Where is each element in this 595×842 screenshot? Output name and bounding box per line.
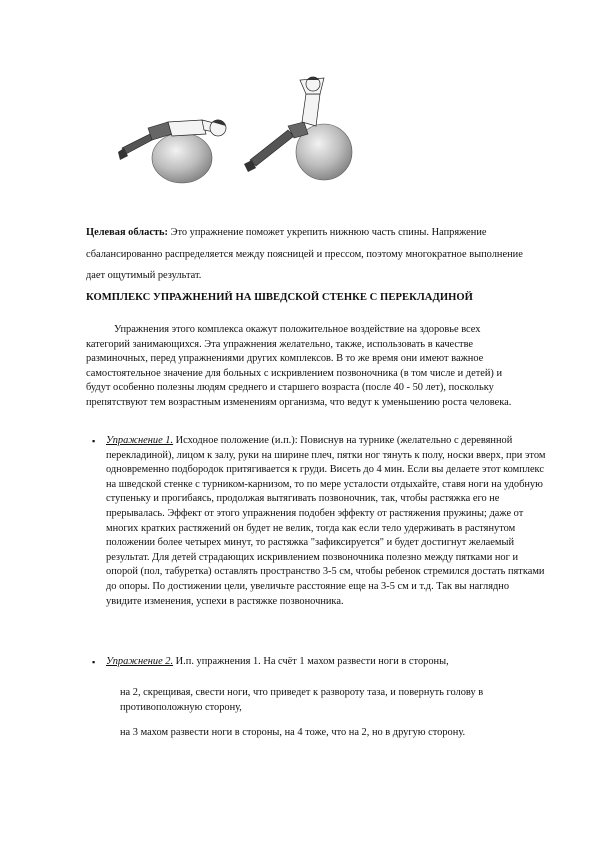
exercise-illustration <box>110 72 360 184</box>
exercise-2-text: И.п. упражнения 1. На счёт 1 махом развести ноги в стороны, <box>173 656 449 667</box>
intro-paragraph: Упражнения этого комплекса окажут положительное воздействие на здоровье всех категорий занимающихся. Эта упражнения желательно, также, использовать в качестве разминочных, перед упражнениями других комплексов. В то же время они имеют важное самостоятельное значение для больных с искривлением позвоночника (в том числе и детей) и будут особенно полезны людям среднего и старшего возраста (после 40 - 50 лет), поскольку препятствуют тем возрастным изменениям организма, что ведут к уменьшению роста человека. <box>86 324 512 408</box>
target-area-paragraph <box>86 222 526 287</box>
target-area-label: Целевая область: <box>86 227 168 238</box>
exercise-2-step-2: на 2, скрещивая, свести ноги, что приведет к развороту таза, и повернуть голову в противоположную сторону, <box>120 687 484 713</box>
exercise-1 <box>92 434 546 609</box>
exercise-2-step-3: на 3 махом развести ноги в стороны, на 4 тоже, что на 2, но в другую сторону. <box>120 727 466 738</box>
bullet-icon: ▪ <box>92 657 96 667</box>
figure-left <box>118 120 226 183</box>
figure-right <box>244 77 352 180</box>
bullet-icon: ▪ <box>92 436 96 446</box>
section-heading: КОМПЛЕКС УПРАЖНЕНИЙ НА ШВЕДСКОЙ СТЕНКЕ С ПЕРЕКЛАДИНОЙ <box>86 292 473 303</box>
exercise-2-label: Упражнение 2. <box>106 656 174 667</box>
target-area-text: Это упражнение поможет укрепить нижнюю часть спины. Напряжение сбалансированно распределяется между поясницей и прессом, поэтому многократное выполнение дает ощутимый результат. <box>86 227 523 281</box>
exercise-2 <box>92 655 546 670</box>
exercise-1-label: Упражнение 1. <box>106 435 174 446</box>
exercise-1-text: Исходное положение (и.п.): Повиснув на турнике (желательно с деревянной перекладиной), лицом к залу, руки на ширине плеч, пятки ног тянуть к полу, носки вверх, при этом одновременно подбородок притягивается к груди. Висеть до 4 мин. Если вы делаете этот комплекс на шведской стенке с турником-карнизом, то по мере усталости отдыхайте, ставя ноги на удобную ступеньку и прогибаясь, продолжая вытягивать позвоночник, так, чтобы растяжка его не прерывалась. Эффект от этого упражнения подобен эффекту от растяжения пружины; даже от многих кратких растяжений он будет не велик, тогда как если тело удерживать в растянутом положении более четырех минут, то растяжка "зафиксируется" и будет достигнут желаемый результат. Для детей страдающих искривлением позвоночника полезно между пятками ног и опорой (пол, табуретка) оставлять пространство 3-5 см, чтобы ребенок стремился достать пятками до опоры. По достижении цели, увеличьте расстояние еще на 3-5 см и т.д. Так вы наглядно увидите изменения, успехи в растяжке позвоночника. <box>106 435 546 607</box>
